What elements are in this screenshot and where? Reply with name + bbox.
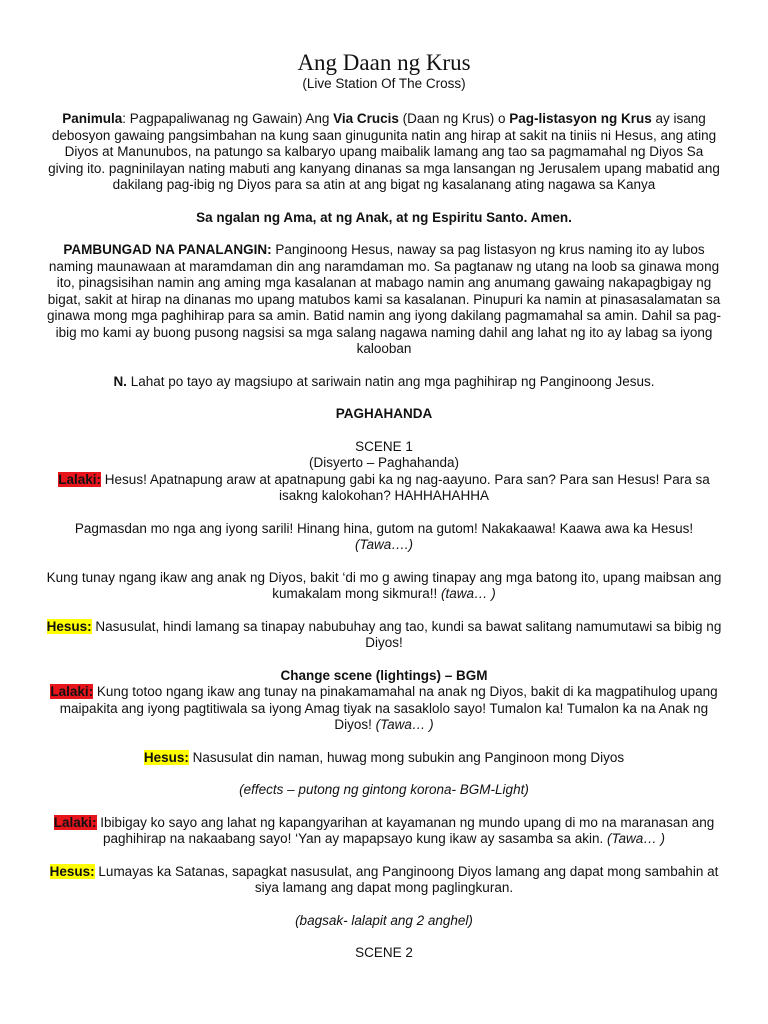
lalaki-line-1c <box>46 570 722 603</box>
paghahanda-heading: PAGHAHANDA <box>335 406 433 421</box>
effects-direction: (effects – putong ng gintong korona- BGM-Light) <box>239 782 529 797</box>
hesus-label: Hesus: <box>49 863 95 879</box>
panimula-label: Panimula <box>62 111 123 126</box>
hesus-line-3 <box>46 864 722 897</box>
scene2-title: SCENE 2 <box>355 945 413 960</box>
lalaki-line-3 <box>46 815 722 848</box>
narrator-text: Lahat po tayo ay magsiupo at sariwain natin ang mga paghihirap ng Panginoong Jesus. <box>126 373 655 389</box>
document-body <box>46 111 722 978</box>
lalaki-line-2-text: Kung totoo ngang ikaw ang tunay na pinakamamahal na anak ng Diyos, bakit di ka magpatihulog upang maipakita ang iyong pagtitiwala sa iyong Amag tiyak na sasaklolo sayo! Tumalon ka! Tumalon ka na Anak ng Diyos! <box>59 684 718 732</box>
sign-of-cross: Sa ngalan ng Ama, at ng Anak, at ng Espiritu Santo. Amen. <box>196 209 572 225</box>
lalaki-label: Lalaki: <box>50 684 94 699</box>
lalaki-line-1-text: Hesus! Apatnapung araw at apatnapung gabi ka ng nag-aayuno. Para san? Para san Hesus! Para sa isakng kalokohan? HAHHAHAHHA <box>101 471 710 503</box>
lalaki-line-1c-text: Kung tunay ngang ikaw ang anak ng Diyos, bakit ‘di mo g awing tinapay ang mga batong ito, upang maibsan ang kumakalam mong sikmura!! <box>46 569 722 601</box>
narrator-line <box>46 374 722 391</box>
hesus-line-3-text: Lumayas ka Satanas, sapagkat nasusulat, ang Panginoong Diyos lamang ang dapat mong sambahin at siya lamang ang dapat mong paglingkuran. <box>94 863 719 895</box>
pag-listasyon-term: Pag-listasyon ng Krus <box>509 111 652 126</box>
hesus-label: Hesus: <box>143 749 189 765</box>
pambungad-text: Panginoong Hesus, naway sa pag listasyon ng krus naming ito ay lubos naming maunawaan at maramdaman din ang naramdaman mo. Sa pagtanaw ng utang na loob sa ginawa mong ito, pinagsisihan namin ang aming mga kasalanan at mabago namin ang anumang gawaing nakapagbigay ng bigat, sakit at hirap na dinanas mo upang matubos kami sa kasalanan. Pinupuri ka namin at pinasasalamatan sa ginawa mong mga paghihirap para sa amin. Batid namin ang iyong dakilang pagmamahal sa amin. Dahil sa pag-ibig mo kami ay buong pusong nagsisi sa mga salang nagawa naming dahil ang lahat ng ito ay labag sa iyong kalooban <box>47 242 721 356</box>
hesus-line-1-text: Nasusulat, hindi lamang sa tinapay nabubuhay ang tao, kundi sa bawat salitang namumutawi sa bibig ng Diyos! <box>91 618 722 650</box>
stage-direction: (Tawa….) <box>354 537 413 552</box>
hesus-line-2-text: Nasusulat din naman, huwag mong subukin ang Panginoon mong Diyos <box>188 749 625 765</box>
bagsak-direction: (bagsak- lalapit ang 2 anghel) <box>295 912 473 928</box>
lalaki-line-1b-text: Pagmasdan mo nga ang iyong sarili! Hinang hina, gutom na gutom! Nakakaawa! Kaawa awa ka Hesus! <box>74 520 694 536</box>
stage-direction: (Tawa… ) <box>607 831 666 846</box>
lalaki-line-1 <box>46 472 722 505</box>
lalaki-line-3-text: Ibibigay ko sayo ang lahat ng kapangyarihan at kayamanan ng mundo upang di mo na maranasan ang paghihirap na nakaabang sayo! ‘Yan ay mapapsayo kung ikaw ay sasamba sa akin. <box>96 814 715 846</box>
document-title: Ang Daan ng Krus <box>297 50 471 75</box>
via-crucis-term: Via Crucis <box>333 111 399 126</box>
change-scene-heading: Change scene (lightings) – BGM <box>280 667 488 683</box>
stage-direction: (Tawa… ) <box>375 717 434 732</box>
panimula-text-1: : Pagpapaliwanag ng Gawain) Ang <box>122 111 334 126</box>
pambungad-label: PAMBUNGAD NA PANALANGIN: <box>63 242 272 257</box>
stage-direction: (tawa… ) <box>441 586 496 601</box>
panimula-paragraph <box>46 111 722 194</box>
scene1-setting: (Disyerto – Paghahanda) <box>308 455 460 470</box>
panimula-text-3: ay isang debosyon gawaing pangsimbahan na kung saan ginugunita natin ang hirap at sakit na tiniis ni Hesus, ang ating Diyos at Manunubos, na patungo sa kalbaryo upang maibalik lamang ang tao sa pagmamahal ng Diyos Sa giving ito. pagninilayan nating mabuti ang kanyang dinanas sa mga lansangan ng Jerusalem upang mabatid ang dakilang pag-ibig ng Diyos para sa atin at ang bigat ng kasalanang ating nagawa sa Kanya <box>48 111 720 192</box>
lalaki-label: Lalaki: <box>53 814 97 830</box>
lalaki-line-2 <box>46 684 722 734</box>
narrator-label: N. <box>113 373 127 389</box>
hesus-line-1 <box>46 619 722 652</box>
scene1-title: SCENE 1 <box>355 438 413 454</box>
pambungad-paragraph <box>46 242 722 358</box>
document-subtitle: (Live Station Of The Cross) <box>302 76 466 91</box>
hesus-line-2 <box>46 750 722 767</box>
hesus-label: Hesus: <box>46 618 92 634</box>
lalaki-label: Lalaki: <box>58 471 102 487</box>
panimula-text-2: (Daan ng Krus) o <box>398 111 510 126</box>
lalaki-line-1b <box>46 521 722 554</box>
